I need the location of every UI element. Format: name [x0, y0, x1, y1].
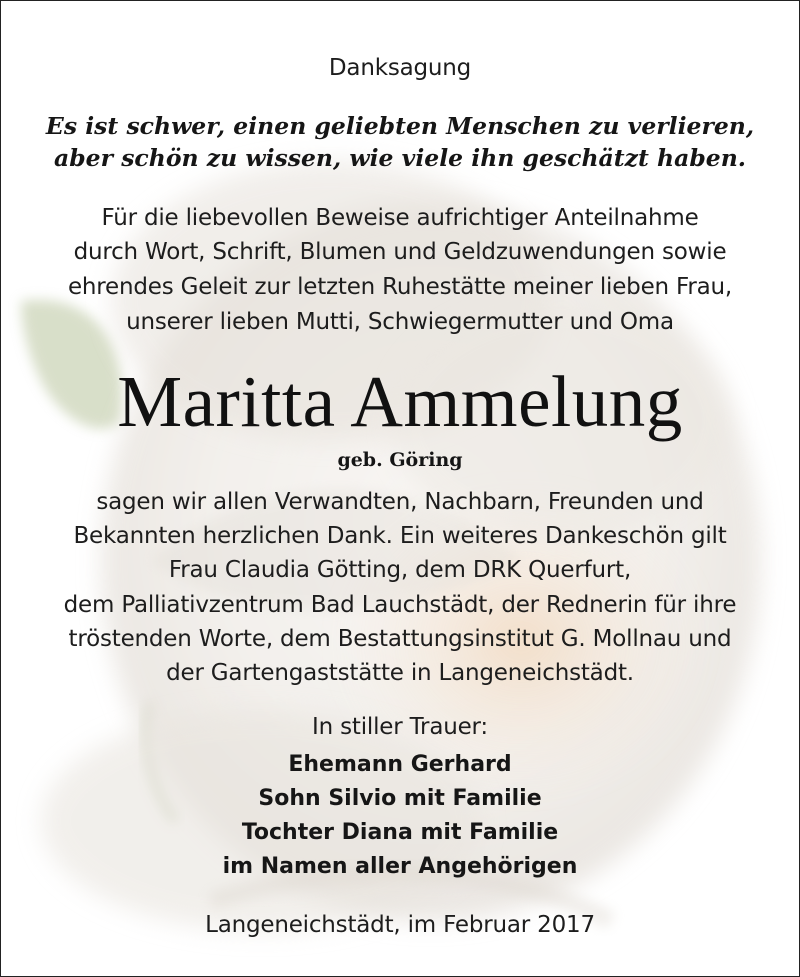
thanks-line: der Gartengaststätte in Langeneichstädt. [166, 660, 634, 686]
motto-line: aber schön zu wissen, wie viele ihn geschätzt haben. [54, 144, 746, 172]
intro-line: ehrendes Geleit zur letzten Ruhestätte meiner lieben Frau, [67, 274, 733, 300]
birth-name: geb. Göring [337, 449, 463, 471]
deceased-name: Maritta Ammelung [117, 361, 683, 442]
notice-heading: Danksagung [328, 55, 472, 81]
mourner-name: im Namen aller Angehörigen [222, 854, 578, 879]
intro-line: unserer lieben Mutti, Schwiegermutter und Oma [126, 309, 674, 335]
thanks-line: dem Palliativzentrum Bad Lauchstädt, der Rednerin für ihre [63, 592, 737, 618]
mourner-name: Sohn Silvio mit Familie [258, 786, 542, 811]
mourners-label: In stiller Trauer: [312, 714, 488, 740]
thanks-line: tröstenden Worte, dem Bestattungsinstitut G. Mollnau und [68, 626, 732, 652]
thanks-line: sagen wir allen Verwandten, Nachbarn, Freunden und [96, 489, 704, 515]
intro-line: durch Wort, Schrift, Blumen und Geldzuwendungen sowie [73, 239, 727, 265]
thanks-line: Frau Claudia Götting, dem DRK Querfurt, [168, 557, 632, 583]
place-date: Langeneichstädt, im Februar 2017 [205, 912, 595, 938]
mourner-name: Tochter Diana mit Familie [241, 820, 559, 845]
intro-line: Für die liebevollen Beweise aufrichtiger Anteilnahme [101, 205, 699, 231]
notice-text [1, 1, 799, 976]
mourner-name: Ehemann Gerhard [288, 752, 512, 777]
motto-line: Es ist schwer, einen geliebten Menschen zu verlieren, [45, 112, 755, 140]
thanks-line: Bekannten herzlichen Dank. Ein weiteres Dankeschön gilt [73, 523, 727, 549]
